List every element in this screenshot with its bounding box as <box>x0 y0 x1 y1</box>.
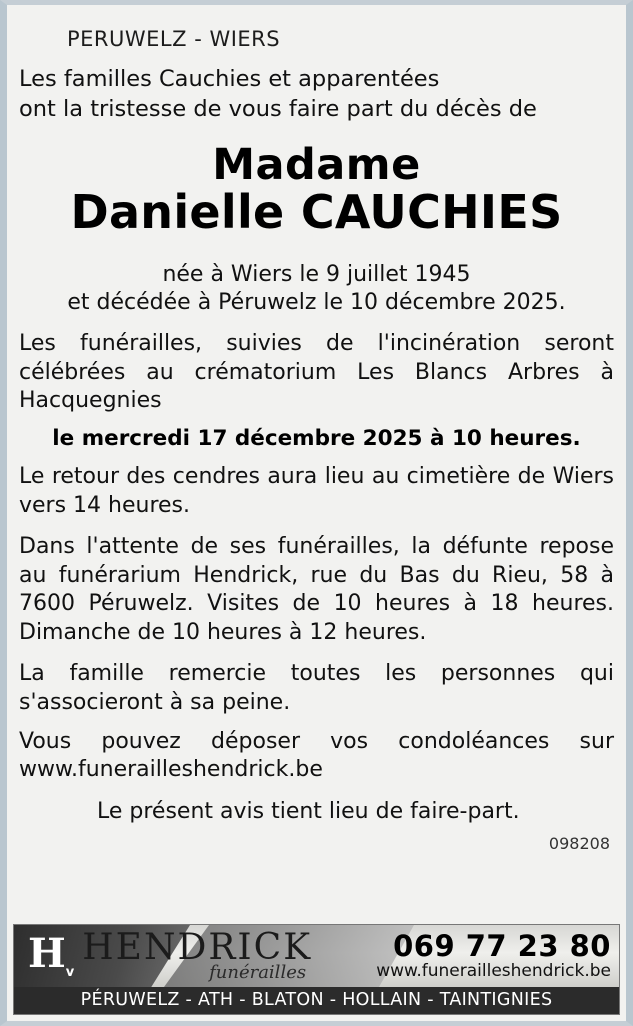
birth-death-dates <box>19 261 614 318</box>
intro-line-1: Les familles Cauchies et apparentées <box>19 66 440 92</box>
phone-number[interactable]: 069 77 23 80 <box>393 929 611 964</box>
intro-text <box>19 65 614 125</box>
closing-line: Le présent avis tient lieu de faire-part. <box>97 799 520 825</box>
towns-strip: PÉRUWELZ - ATH - BLATON - HOLLAIN - TAINTIGNIES <box>14 987 619 1014</box>
locality-heading: PERUWELZ - WIERS <box>67 27 281 51</box>
funeral-home-banner <box>13 924 620 1015</box>
monogram-letter: H <box>28 929 66 977</box>
thanks-paragraph: La famille remercie toutes les personnes qui s'associeront à sa peine. <box>19 661 614 715</box>
deceased-title: Madame <box>212 139 421 190</box>
hendrick-monogram-logo <box>28 929 75 980</box>
ceremony-datetime: le mercredi 17 décembre 2025 à 10 heures. <box>52 426 581 452</box>
brand-subtitle: funérailles <box>209 961 307 983</box>
reference-number: 098208 <box>548 834 610 854</box>
website-link[interactable]: www.funerailleshendrick.be <box>376 960 611 981</box>
condolences-paragraph: Vous pouvez déposer vos condoléances sur www.funerailleshendrick.be <box>19 728 614 783</box>
deceased-name-block <box>19 141 614 239</box>
brand-wrap <box>82 926 313 983</box>
repose-paragraph: Dans l'attente de ses funérailles, la défunte repose au funérarium Hendrick, rue du Bas du Rieu, 58 à 7600 Péruwelz. Visites de 10 heures à 18 heures. Dimanche de 10 heures à 12 heures. <box>19 533 614 646</box>
intro-line-2: ont la tristesse de vous faire part du décès de <box>19 95 537 122</box>
death-line: et décédée à Péruwelz le 10 décembre 2025. <box>67 290 566 316</box>
birth-line: née à Wiers le 9 juillet 1945 <box>162 261 471 287</box>
ashes-paragraph: Le retour des cendres aura lieu au cimetière de Wiers vers 14 heures. <box>19 464 614 518</box>
banner-main <box>14 925 619 987</box>
brand-name: HENDRICK <box>82 926 313 968</box>
funeral-paragraph: Les funérailles, suivies de l'incinération seront célébrées au crématorium Les Blancs Arbres à Hacquegnies <box>19 330 614 414</box>
contact-block <box>376 931 611 980</box>
deceased-name: Danielle CAUCHIES <box>70 185 563 239</box>
monogram-sub: v <box>65 964 75 980</box>
notice-body <box>7 5 626 918</box>
